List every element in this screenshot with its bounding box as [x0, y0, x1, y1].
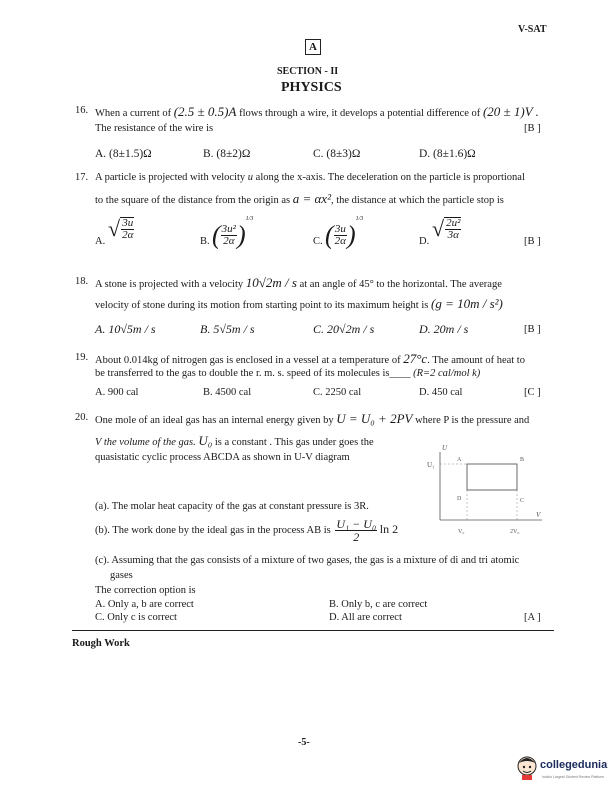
q19-option-c[interactable]: C. 2250 cal [313, 387, 362, 398]
q17-answer: [B ] [524, 236, 541, 247]
q18-line1: A stone is projected with a velocity 10√2m / s at an angle of 45° to the horizontal. The average [95, 275, 502, 290]
q19-answer: [C ] [524, 387, 541, 398]
2v0-label: 2V₀ [510, 529, 520, 535]
q16-line1: When a current of (2.5 ± 0.5)A flows through a wire, it develops a potential difference of (20 ± 1)V . [95, 104, 539, 119]
q17-number: 17. [75, 172, 89, 183]
q17-label-c: C. [313, 236, 323, 247]
q20-option-c[interactable]: C. Only c is correct [95, 612, 177, 623]
q17-option-b[interactable]: ( $\frac{\text{3u²}}{2\alpha}$ )$^{1/3}$ [212, 216, 254, 250]
q20-statement-a: (a). The molar heat capacity of the gas at constant pressure is 3R. [95, 501, 369, 512]
q16-answer: [B ] [524, 123, 541, 134]
q20-number: 20. [75, 412, 89, 423]
cycle-rectangle [467, 464, 517, 490]
set-letter-box: A [305, 39, 321, 55]
q20-line2: V the volume of the gas. U₀ is a constant . This gas under goes the [95, 433, 374, 448]
q17-label-b: B. [200, 236, 210, 247]
uv-diagram [420, 440, 550, 535]
section-title: SECTION - II [277, 66, 339, 77]
q19-option-b[interactable]: B. 4500 cal [203, 387, 252, 398]
q19-option-d[interactable]: D. 450 cal [419, 387, 463, 398]
q16-option-b[interactable]: B. (8±2)Ω [203, 148, 251, 160]
rough-work-divider [72, 630, 554, 631]
q20-option-a[interactable]: A. Only a, b are correct [95, 599, 194, 610]
q19-line2: be transferred to the gas to double the r. m. s. speed of its molecules is____ (R=2 cal/mol k) [95, 368, 481, 379]
brand-tagline: India's Largest Student Review Platform [542, 775, 605, 779]
q17-label-a: A. [95, 236, 106, 247]
subject-title: PHYSICS [281, 80, 342, 95]
q20-statement-c: (c). Assuming that the gas consists of a mixture of two gases, the gas is a mixture of di and tri atomic [95, 555, 520, 566]
brand-mascot-icon [516, 755, 538, 781]
brand-name: collegedunia [540, 759, 608, 771]
q18-option-b[interactable]: B. 5√5m / s [200, 322, 255, 336]
point-c-label: C [520, 498, 525, 504]
q20-option-intro: The correction option is [95, 585, 196, 596]
q18-option-a[interactable]: A. 10√5m / s [95, 322, 156, 336]
q18-option-c[interactable]: C. 20√2m / s [313, 322, 375, 336]
point-d-label: D [457, 496, 462, 502]
q18-number: 18. [75, 276, 89, 287]
q20-option-d[interactable]: D. All are correct [329, 612, 402, 623]
q20-line1: One mole of an ideal gas has an internal energy given by U = U₀ + 2PV where P is the pressure and [95, 411, 530, 426]
q18-answer: [B ] [524, 324, 541, 335]
q16-option-c[interactable]: C. (8±3)Ω [313, 148, 361, 160]
q16-line2: The resistance of the wire is [95, 123, 214, 134]
v0-label: V₀ [458, 529, 465, 535]
q16-option-d[interactable]: D. (8±1.6)Ω [419, 148, 476, 160]
u1-label: U₁ [427, 461, 435, 469]
q16-number: 16. [75, 105, 89, 116]
rough-work-label: Rough Work [72, 638, 130, 649]
q18-option-d[interactable]: D. 20m / s [419, 322, 469, 336]
point-a-label: A [457, 457, 462, 463]
q18-line2: velocity of stone during its motion from starting point to its maximum height is (g = 10m / s²) [95, 296, 503, 311]
q20-statement-b: (b). The work done by the ideal gas in the process AB is $\frac{\text{U₁ − U₀}}{2}$ ln 2 [95, 517, 399, 544]
q19-line1: About 0.014kg of nitrogen gas is enclosed in a vessel at a temperature of 27°c. The amount of heat to [95, 351, 525, 366]
q20-option-b[interactable]: B. Only b, c are correct [329, 599, 428, 610]
exam-code: V-SAT [518, 24, 547, 35]
axis-v-label: V [536, 511, 541, 519]
q16-option-a[interactable]: A. (8±1.5)Ω [95, 148, 152, 160]
page-number: -5- [298, 737, 310, 748]
q19-option-a[interactable]: A. 900 cal [95, 387, 139, 398]
q17-option-d[interactable]: √ $\frac{\text{2u²}}{3\alpha}$ [432, 216, 461, 241]
point-b-label: B [520, 457, 525, 463]
q17-line1: A particle is projected with velocity u along the x-axis. The deceleration on the particle is proportional [95, 172, 525, 183]
q17-option-a[interactable]: √ $\frac{3u}{2\alpha}$ [108, 216, 134, 241]
q17-label-d: D. [419, 236, 430, 247]
brand-logo [516, 753, 606, 785]
q20-answer: [A ] [524, 612, 541, 623]
q20-statement-c-cont: gases [110, 570, 133, 581]
q20-line3: quasistatic cyclic process ABCDA as shown in U-V diagram [95, 452, 350, 463]
q17-option-c[interactable]: ( $\frac{3u}{2\alpha}$ )$^{1/3}$ [325, 216, 364, 250]
axis-u-label: U [442, 444, 448, 452]
q17-line2: to the square of the distance from the origin as a = αx², the distance at which the particle stop is [95, 191, 504, 206]
q19-number: 19. [75, 352, 89, 363]
